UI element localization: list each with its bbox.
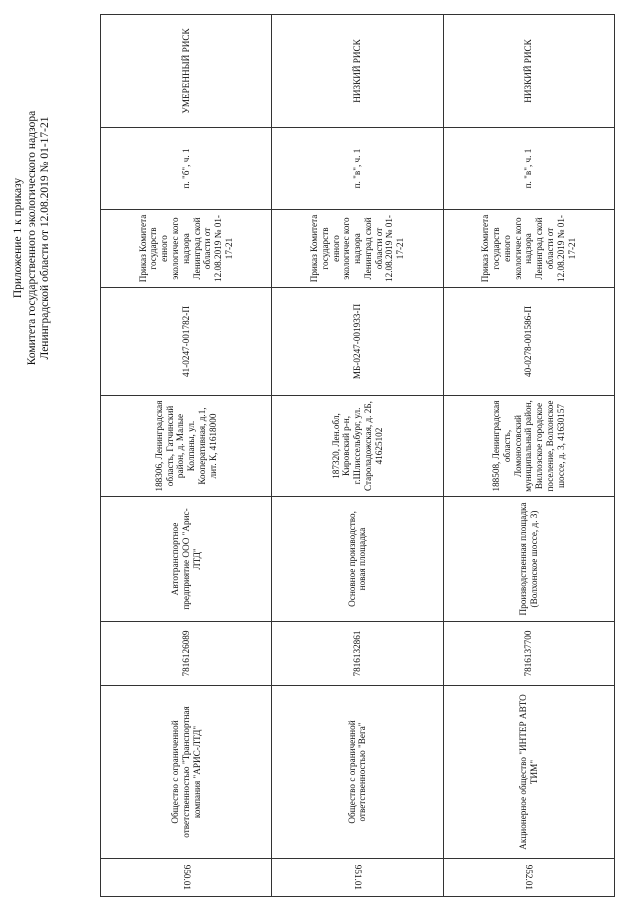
paragraph-reference: п. "в", ч. 1 — [443, 128, 614, 210]
object-address: 188306, Ленинградская область, Гатчинский район, д. Малые Колпаны, ул. Кооперативная, д.1, лит. К, 41618000 — [101, 396, 272, 497]
object-code: МБ-0247-001933-П — [272, 288, 443, 396]
organization-name: Акционерное общество "ИНТЕР АВТО ТИМ" — [443, 686, 614, 859]
header-line-1: Приложение 1 к приказу — [12, 177, 24, 299]
order-reference: Приказ Комитета государств енного экологичес кого надзора Ленинград ской области от 12.08.2019 № 01-17-21 — [443, 210, 614, 288]
row-number: 950.01 — [101, 859, 272, 897]
table-row — [101, 15, 272, 897]
object-name: Основное производство, новая площадка — [272, 497, 443, 622]
order-reference: Приказ Комитета государств енного экологичес кого надзора Ленинград ской области от 12.08.2019 № 01-17-21 — [272, 210, 443, 288]
object-address: 188508, Ленинградская область, Ломоносовский муниципальный район, Виллозское городское поселение, Волхонское шоссе, д. 3, 41630157 — [443, 396, 614, 497]
row-number: 952.01 — [443, 859, 614, 897]
row-number: 951.01 — [272, 859, 443, 897]
organization-name: Общество с ограниченной ответственностью "Транспортная компания "АРИС-ЛТД" — [101, 686, 272, 859]
object-name: Производственная площадка (Волхонское шоссе, д. 3) — [443, 497, 614, 622]
inn-cell: 7816126089 — [101, 622, 272, 686]
header-line-2: Комитета государственного экологического надзора — [25, 110, 38, 366]
object-address: 187320, Лен.обл, Кировский р-н, г.Шлиссельбург, ул. Староладожская, д. 2Б, 41625102 — [272, 396, 443, 497]
paragraph-reference: п. "в", ч. 1 — [272, 128, 443, 210]
header-line-3: Ленинградской области от 12.08.2019 № 01-17-21 — [39, 116, 51, 360]
registry-table — [100, 14, 615, 897]
object-code: 41-0247-001782-П — [101, 288, 272, 396]
risk-category: НИЗКИЙ РИСК — [272, 15, 443, 128]
object-name: Автотранспортное предприятие ООО "Арис-ЛТД" — [101, 497, 272, 622]
appendix-header — [12, 28, 53, 448]
order-reference: Приказ Комитета государств енного экологичес кого надзора Ленинград ской области от 12.08.2019 № 01-17-21 — [101, 210, 272, 288]
risk-category: НИЗКИЙ РИСК — [443, 15, 614, 128]
inn-cell: 7816137700 — [443, 622, 614, 686]
risk-category: УМЕРЕННЫЙ РИСК — [101, 15, 272, 128]
object-code: 40-0278-001586-П — [443, 288, 614, 396]
table-row — [443, 15, 614, 897]
organization-name: Общество с ограниченной ответственностью "Вега" — [272, 686, 443, 859]
table-row — [272, 15, 443, 897]
paragraph-reference: п. "б", ч. 1 — [101, 128, 272, 210]
inn-cell: 7816132861 — [272, 622, 443, 686]
